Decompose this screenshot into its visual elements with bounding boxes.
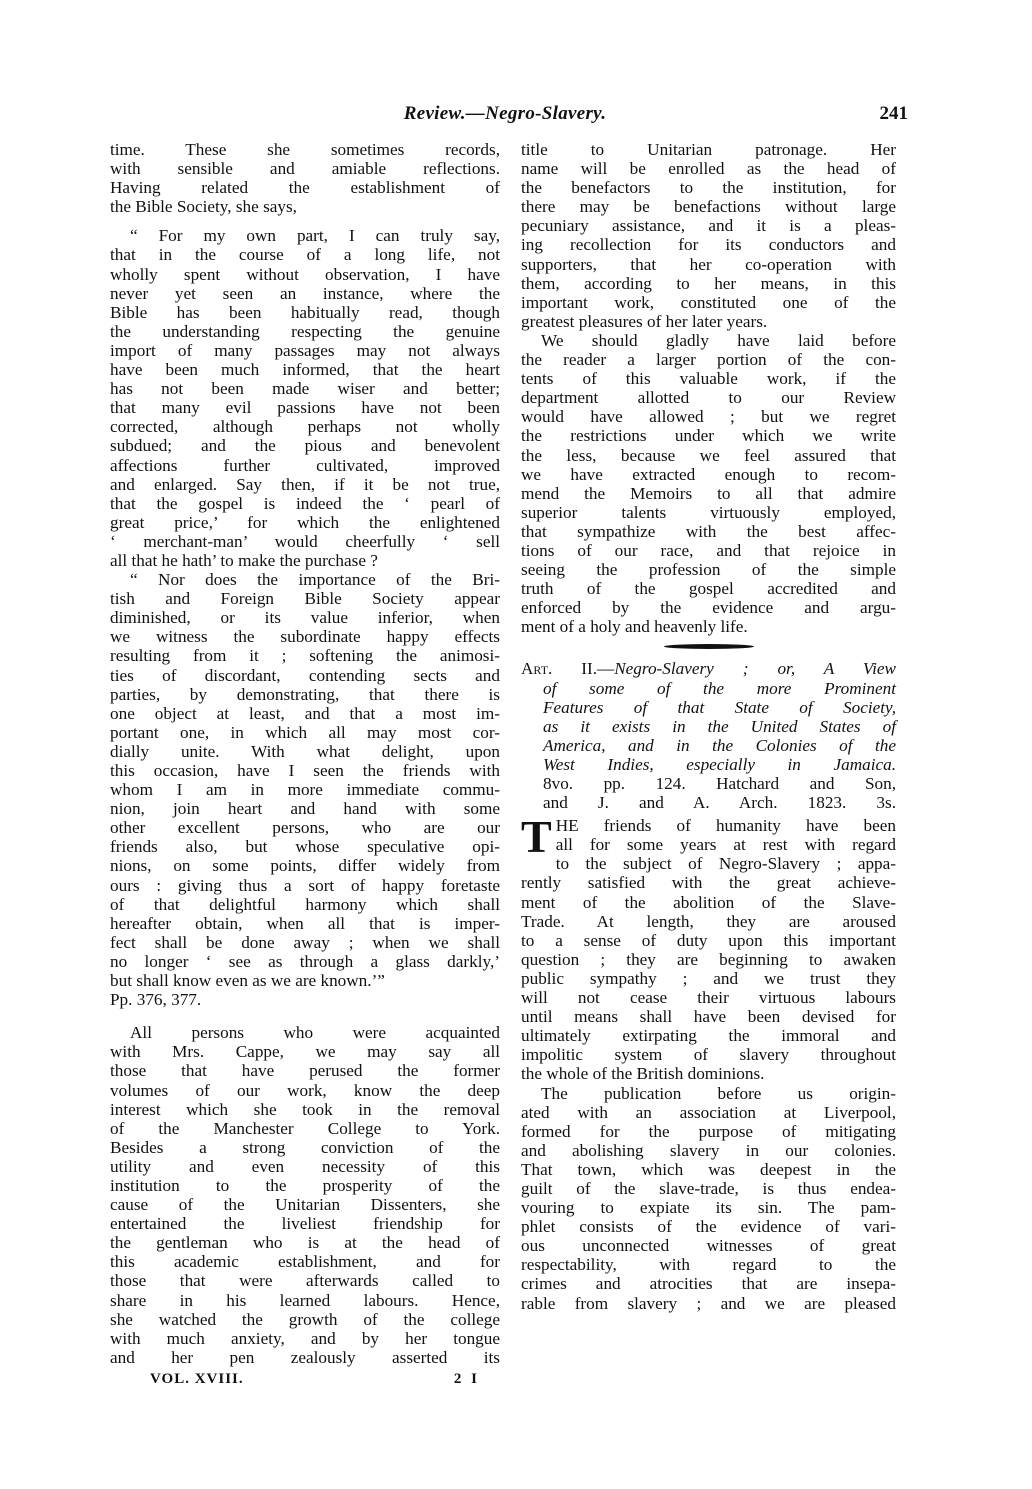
- text-line: dially unite. With what delight, upon: [110, 741, 500, 761]
- text-line: interest which she took in the removal: [110, 1099, 500, 1119]
- text-line: volumes of our work, know the deep: [110, 1080, 500, 1100]
- text-line: hereafter obtain, when all that is imper-: [110, 913, 500, 933]
- text-line: enforced by the evidence and argu-: [521, 598, 896, 618]
- text-line: HE friends of humanity have been: [555, 816, 896, 836]
- running-head: [110, 103, 908, 129]
- text-line: mend the Memoirs to all that admire: [521, 483, 896, 503]
- text-line: there may be benefactions without large: [521, 197, 896, 217]
- paragraph-friends-of-humanity: [521, 811, 896, 1084]
- text-line: ties of discordant, contending sects and: [110, 665, 500, 685]
- text-line: public sympathy ; and we trust they: [521, 968, 896, 988]
- text-line: until means shall have been devised for: [521, 1007, 896, 1027]
- text-line: rable from slavery ; and we are pleased: [521, 1293, 896, 1313]
- article-title-line: America, and in the Colonies of the: [543, 735, 896, 755]
- text-line: The publication before us origin-: [541, 1083, 896, 1103]
- text-line: the whole of the British dominions.: [521, 1064, 765, 1084]
- text-line: that sympathize with the best affec-: [521, 521, 896, 541]
- running-title: Review.—Negro-Slavery.: [403, 103, 607, 124]
- text-line: one object at least, and that a most im-: [110, 703, 500, 723]
- text-line: subdued; and the pious and benevolent: [110, 436, 500, 456]
- text-line: phlet consists of the evidence of vari-: [521, 1217, 896, 1237]
- text-line: ated with an association at Liverpool,: [521, 1102, 896, 1122]
- section-divider-ornament: [664, 644, 754, 649]
- text-line: portant one, in which all may most cor-: [110, 722, 500, 742]
- text-line: we witness the subordinate happy effects: [110, 627, 500, 647]
- text-line: crimes and atrocities that are insepa-: [521, 1274, 896, 1294]
- sheet-mark: 2 I: [453, 1371, 480, 1387]
- text-line: tents of this valuable work, if the: [521, 369, 896, 389]
- spacer: [110, 1009, 500, 1023]
- text-line: the Bible Society, she says,: [110, 197, 297, 217]
- article-title-line: West Indies, especially in Jamaica.: [543, 754, 896, 774]
- text-line: no longer ‘ see as through a glass darkly,’: [110, 951, 500, 971]
- text-line: cause of the Unitarian Dissenters, she: [110, 1195, 500, 1215]
- text-line: of the Manchester College to York.: [110, 1118, 500, 1138]
- text-line: parties, by demonstrating, that there is: [110, 684, 500, 704]
- text-line: tish and Foreign Bible Society appear: [110, 589, 500, 609]
- article-number: Art. II.—: [521, 659, 615, 679]
- text-line: have been much informed, that the heart: [110, 360, 500, 380]
- imprint-line: 8vo. pp. 124. Hatchard and Son,: [543, 774, 896, 793]
- text-line: will not cease their virtuous labours: [521, 988, 896, 1008]
- text-line: pecuniary assistance, and it is a pleas-: [521, 216, 896, 236]
- text-line: All persons who were acquainted: [130, 1023, 500, 1043]
- text-line: guilt of the slave-trade, is thus endea-: [521, 1178, 896, 1198]
- right-column: [521, 140, 896, 1313]
- text-line: those that have perused the former: [110, 1061, 500, 1081]
- text-line: and her pen zealously asserted its: [110, 1347, 500, 1367]
- text-line: name will be enrolled as the head of: [521, 159, 896, 179]
- text-line: them, according to her means, in this: [521, 273, 896, 293]
- text-line: ‘ merchant-man’ would cheerfully ‘ sell: [110, 531, 500, 551]
- text-line: and abolishing slavery in our colonies.: [521, 1140, 896, 1160]
- citation-pages: Pp. 376, 377.: [110, 990, 202, 1010]
- text-line: would have allowed ; but we regret: [521, 407, 896, 427]
- text-line: institution to the prosperity of the: [110, 1175, 500, 1195]
- text-line: the benefactors to the institution, for: [521, 178, 896, 198]
- text-line: utility and even necessity of this: [110, 1156, 500, 1176]
- imprint-line: and J. and A. Arch. 1823. 3s.: [543, 793, 896, 813]
- text-line: wholly spent without observation, I have: [110, 264, 500, 284]
- text-line: department allotted to our Review: [521, 388, 896, 408]
- text-line: this occasion, have I seen the friends with: [110, 761, 500, 780]
- text-line: ment of a holy and heavenly life.: [521, 617, 748, 637]
- text-line: with sensible and amiable reflections.: [110, 159, 500, 179]
- text-line: Bible has been habitually read, though: [110, 302, 500, 322]
- spacer: [110, 216, 500, 226]
- quotation-bible-reading: [110, 226, 500, 570]
- page-footer: [150, 1371, 480, 1391]
- text-line: friends also, but whose speculative opi-: [110, 837, 500, 857]
- text-line: we have extracted enough to recom-: [521, 464, 896, 484]
- text-line: the gentleman who is at the head of: [110, 1233, 500, 1253]
- text-line: those that were afterwards called to: [110, 1271, 500, 1291]
- text-line: We should gladly have laid before: [541, 330, 896, 350]
- text-line: entertained the liveliest friendship for: [110, 1214, 500, 1234]
- article-title: Negro-Slavery ; or, A View: [614, 659, 896, 679]
- paragraph-manchester-college: [110, 1023, 500, 1367]
- text-line: impolitic system of slavery throughout: [521, 1045, 896, 1065]
- text-line: resulting from it ; softening the animosi-: [110, 646, 500, 666]
- text-line: “ For my own part, I can truly say,: [130, 226, 500, 246]
- text-line: corrected, although perhaps not wholly: [110, 417, 500, 437]
- text-line: has not been made wiser and better;: [110, 379, 500, 399]
- text-line: supporters, that her co-operation with: [521, 254, 896, 274]
- text-line: diminished, or its value inferior, when: [110, 608, 500, 628]
- text-line: Having related the establishment of: [110, 178, 500, 198]
- text-line: import of many passages may not always: [110, 340, 500, 360]
- text-line: with Mrs. Cappe, we may say all: [110, 1042, 500, 1062]
- article-title-line: of some of the more Prominent: [543, 678, 896, 698]
- text-line: affections further cultivated, improved: [110, 455, 500, 475]
- text-line: ing recollection for its conductors and: [521, 235, 896, 255]
- text-line: formed for the purpose of mitigating: [521, 1121, 896, 1141]
- paragraph-unitarian-patronage: [521, 140, 896, 331]
- text-line: important work, constituted one of the: [521, 292, 896, 312]
- text-line: all that he hath’ to make the purchase ?: [110, 550, 378, 570]
- paragraph-liverpool-publication: [521, 1084, 896, 1313]
- text-line: the understanding respecting the genuine: [110, 321, 500, 341]
- text-line: the less, because we feel assured that: [521, 445, 896, 465]
- text-line: nions, on some points, differ widely from: [110, 856, 500, 876]
- text-line: respectability, with regard to the: [521, 1255, 896, 1275]
- page-number: 241: [879, 103, 908, 124]
- text-line: of that delightful harmony which shall: [110, 894, 500, 914]
- text-line: never yet seen an instance, where the: [110, 283, 500, 303]
- text-line: whom I am in more immediate commu-: [110, 780, 500, 800]
- text-line: “ Nor does the importance of the Bri-: [130, 570, 500, 590]
- text-line: tions of our race, and that rejoice in: [521, 540, 896, 560]
- text-line: nion, join heart and hand with some: [110, 799, 500, 819]
- text-line: that many evil passions have not been: [110, 398, 500, 418]
- article-title-line: Features of that State of Society,: [543, 697, 896, 717]
- text-line: she watched the growth of the college: [110, 1309, 500, 1329]
- text-line: all for some years at rest with regard: [555, 835, 896, 855]
- text-line: seeing the profession of the simple: [521, 560, 896, 580]
- text-line: and enlarged. Say then, if it be not true,: [110, 474, 500, 494]
- text-line: other excellent persons, who are our: [110, 818, 500, 838]
- text-line: ultimately extirpating the immoral and: [521, 1026, 896, 1046]
- text-line: truth of the gospel accredited and: [521, 579, 896, 599]
- quotation-bible-society-unity: [110, 570, 500, 1009]
- text-line: rently satisfied with the great achieve-: [521, 873, 896, 893]
- text-line: with much anxiety, and by her tongue: [110, 1328, 500, 1348]
- text-line: to the subject of Negro-Slavery ; appa-: [555, 854, 896, 874]
- text-line: greatest pleasures of her later years.: [521, 311, 768, 331]
- text-line: the reader a larger portion of the con-: [521, 350, 896, 370]
- text-line: Besides a strong conviction of the: [110, 1137, 500, 1157]
- text-line: superior talents virtuously employed,: [521, 502, 896, 522]
- text-line: to a sense of duty upon this important: [521, 930, 896, 950]
- left-column: [110, 140, 500, 1367]
- text-line: fect shall be done away ; when we shall: [110, 932, 500, 952]
- text-line: this academic establishment, and for: [110, 1252, 500, 1272]
- drop-cap: T: [521, 811, 552, 863]
- text-line: ment of the abolition of the Slave-: [521, 892, 896, 912]
- volume-signature: VOL. XVIII.: [150, 1371, 244, 1387]
- text-line: share in his learned labours. Hence,: [110, 1290, 500, 1310]
- text-line: time. These she sometimes records,: [110, 140, 500, 159]
- text-line: ous unconnected witnesses of great: [521, 1236, 896, 1256]
- text-line: great price,’ for which the enlightened: [110, 512, 500, 532]
- article-heading: [521, 659, 896, 812]
- article-title-line: as it exists in the United States of: [543, 716, 896, 736]
- text-line: title to Unitarian patronage. Her: [521, 140, 896, 159]
- text-line: the restrictions under which we write: [521, 426, 896, 446]
- text-line: that in the course of a long life, not: [110, 245, 500, 265]
- text-line: but shall know even as we are known.’”: [110, 971, 385, 991]
- text-line: That town, which was deepest in the: [521, 1159, 896, 1179]
- text-line: Trade. At length, they are aroused: [521, 911, 896, 931]
- paragraph-bible-society-intro: [110, 140, 500, 216]
- text-line: that the gospel is indeed the ‘ pearl of: [110, 493, 500, 513]
- text-line: ours : giving thus a sort of happy foretaste: [110, 875, 500, 895]
- text-line: question ; they are beginning to awaken: [521, 949, 896, 969]
- paragraph-memoirs-recommendation: [521, 331, 896, 637]
- text-line: vouring to expiate its sin. The pam-: [521, 1198, 896, 1218]
